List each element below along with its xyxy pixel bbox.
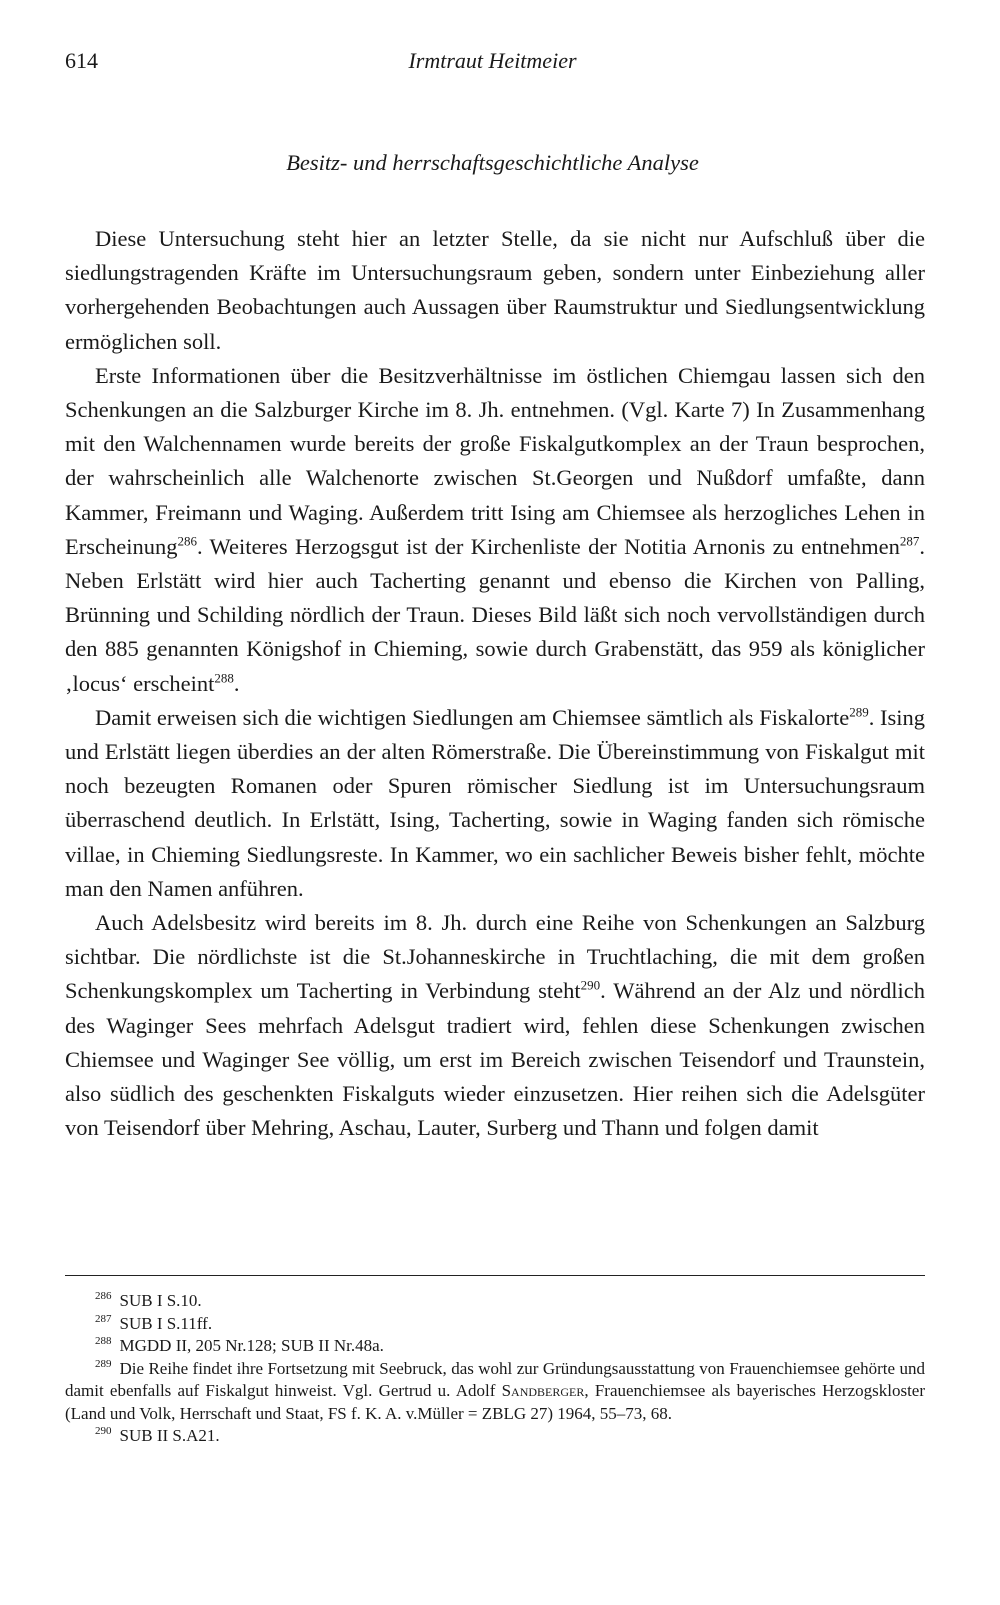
paragraph-1-text: Diese Untersuchung steht hier an letzter Stelle, da sie nicht nur Aufschluß über die siedlungstragenden Kräfte im Untersuchungsraum geben, sondern unter Einbeziehung aller vorhergehenden Beobachtungen auch Aussagen über Raumstruktur und Siedlungsentwicklung ermöglichen soll. [65,226,925,354]
footnote-number: 286 [95,1290,112,1303]
body-text [65,222,925,1145]
footnote-ref-288[interactable]: 288 [214,670,234,686]
footnotes [65,1290,925,1448]
footnote-number: 287 [95,1312,112,1325]
page-header [65,48,920,80]
paragraph-3 [65,701,925,906]
footnote-ref-290[interactable]: 290 [580,977,601,993]
paragraph-2-text-a: Erste Informationen über die Besitzverhältnisse im östlichen Chiemgau lassen sich den Schenkungen an die Salzburger Kirche im 8. Jh. entnehmen. (Vgl. Karte 7) In Zusammenhang mit den Walchennamen wurde bereits der große Fiskalgutkomplex an der Traun besprochen, der wahrscheinlich alle Walchenorte zwischen St.Georgen und Nußdorf umfaßte, dann Kammer, Freimann und Waging. Außerdem tritt Ising am Chiemsee als herzogliches Lehen in Erscheinung [65,362,925,559]
paragraph-3-text-b: . Ising und Erlstätt liegen überdies an der alten Römerstraße. Die Übereinstimmung von Fiskalgut mit noch bezeugten Romanen oder Spuren römischer Siedlung ist im Untersuchungsraum überraschend deutlich. In Erlstätt, Ising, Tacherting, sowie in Waging fanden sich römische villae, in Chieming Siedlungsreste. In Kammer, wo ein sachlicher Beweis bisher fehlt, möchte man den Namen anführen. [65,704,925,901]
footnote-number: 288 [95,1335,112,1348]
paragraph-3-text-a: Damit erweisen sich die wichtigen Siedlungen am Chiemsee sämtlich als Fiskalorte [95,704,850,730]
page-number: 614 [65,48,98,73]
footnote-text: MGDD II, 205 Nr.128; SUB II Nr.48a. [119,1336,384,1355]
footnote-text: SUB I S.11ff. [119,1313,213,1333]
footnote-text: SUB II S.A21. [119,1426,220,1445]
paragraph-4-text-b: . Während an der Alz und nördlich des Waginger Sees mehrfach Adelsgut tradiert wird, fehlen diese Schenkungen zwischen Chiemsee und Waginger See völlig, um erst im Bereich zwischen Teisendorf und Traunstein, also südlich des geschenkten Fiskalguts wieder einzusetzen. Hier reihen sich die Adelsgüter von Teisendorf über Mehring, Aschau, Lauter, Surberg und Thann und folgen damit [65,978,925,1141]
footnote-290 [65,1425,925,1448]
footnote-ref-289[interactable]: 289 [849,704,869,720]
footnote-288 [65,1335,925,1358]
footnote-289 [65,1358,925,1426]
footnote-ref-286[interactable]: 286 [177,533,197,549]
footnote-287 [65,1313,925,1336]
paragraph-2-text-d: . [233,670,240,696]
paragraph-1 [65,222,925,359]
footnote-number: 289 [95,1357,112,1370]
footnote-text-a: Die Reihe findet ihre Fortsetzung mit Seebruck, das wohl zur Gründungsausstattung von Frauenchiemsee gehörte und damit ebenfalls auf Fiskalgut hinweist. Vgl. Gertrud u. Adolf [65,1358,925,1400]
author-name-smallcaps: Sandberger [501,1381,585,1400]
paragraph-2-text-b: . Weiteres Herzogsgut ist der Kirchenliste der Notitia Arnonis zu entnehmen [196,533,900,559]
footnote-number: 290 [95,1425,112,1438]
paragraph-4 [65,906,925,1145]
section-title: Besitz- und herrschaftsgeschichtliche Analyse [286,150,699,175]
paragraph-4-text-a: Auch Adelsbesitz wird bereits im 8. Jh. durch eine Reihe von Schenkungen an Salzburg sichtbar. Die nördlichste ist die St.Johanneskirche in Truchtlaching, die mit dem großen Schenkungskomplex um Tacherting in Verbindung steht [65,910,925,1004]
footnote-text: SUB I S.10. [119,1291,202,1310]
paragraph-2-text-c: . Neben Erlstätt wird hier auch Tacherting genannt und ebenso die Kirchen von Palling, Brünning und Schilding nördlich der Traun. Dieses Bild läßt sich noch vervollständigen durch den 885 genannten Königshof in Chieming, sowie durch Grabenstätt, das 959 als königlicher ‚locus‘ erscheint [65,533,925,696]
running-head: Irmtraut Heitmeier [408,48,577,73]
footnote-text-b: , Frauenchiemsee als bayerisches Herzogskloster (Land und Volk, Herrschaft und Staat, FS f. K. A. v.Müller = ZBLG 27) 1964, 55–73, 68. [65,1381,926,1423]
footnote-ref-287[interactable]: 287 [899,533,920,549]
paragraph-2 [65,359,925,701]
footnote-286 [65,1290,925,1313]
footnote-divider [65,1275,925,1276]
